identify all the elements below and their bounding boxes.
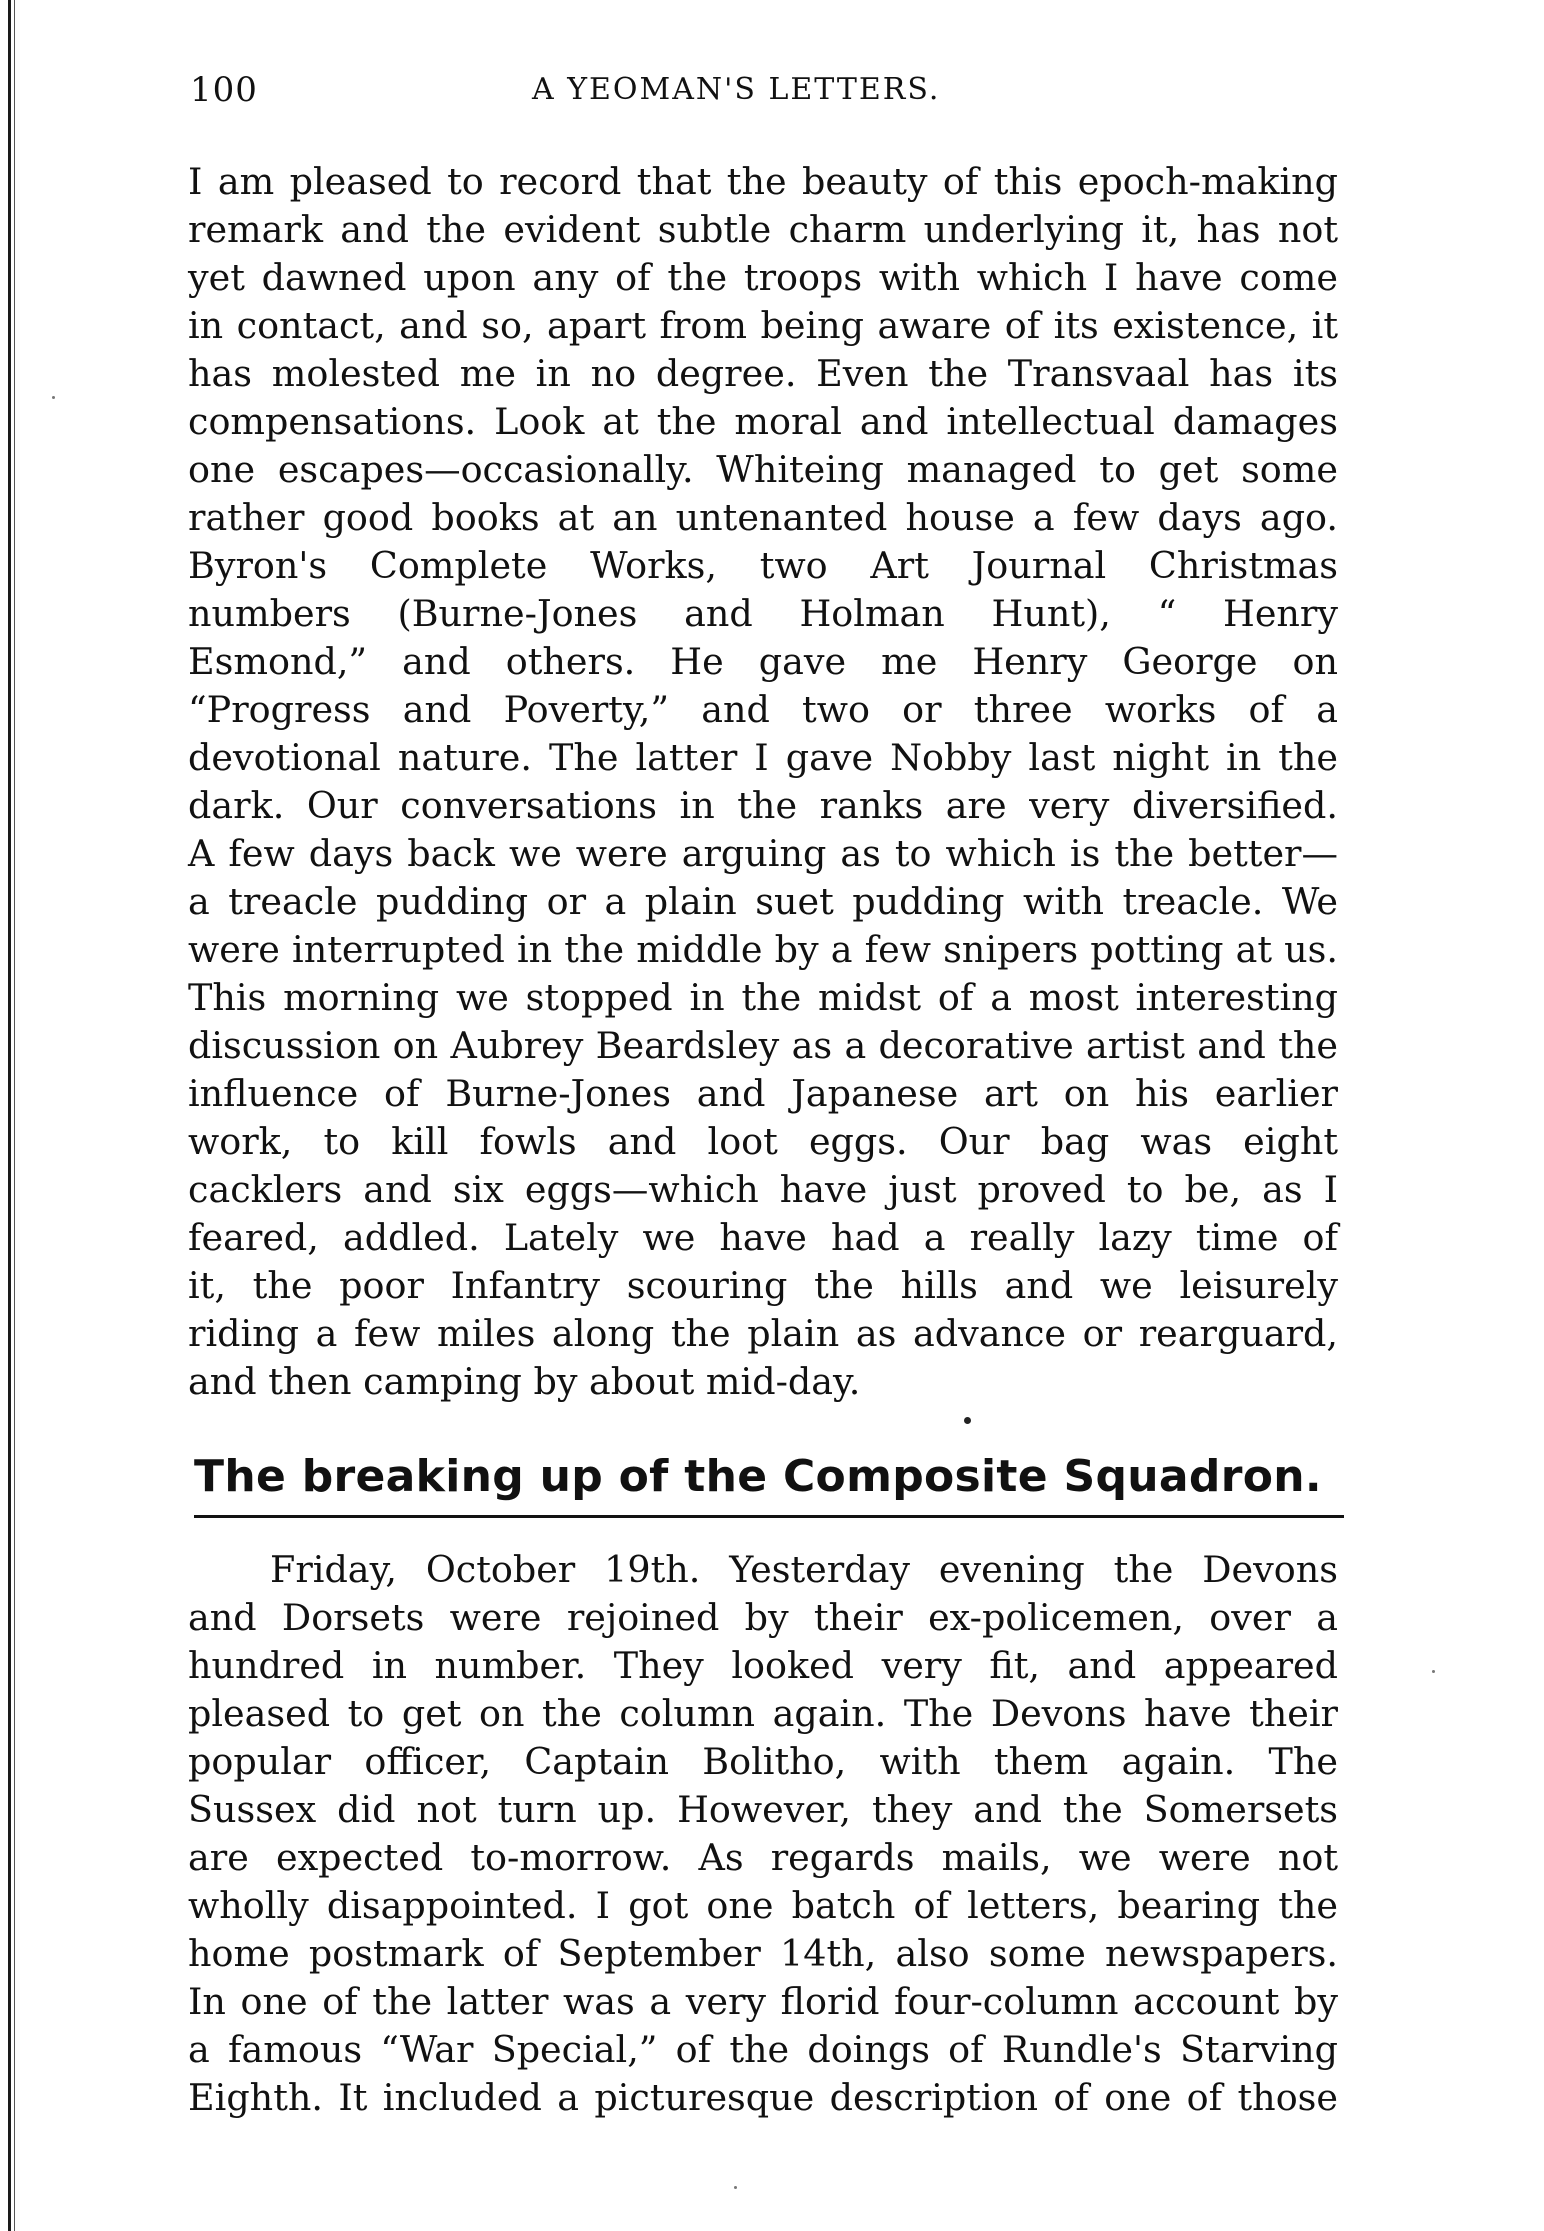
text-line: hundred in number. They looked very fit, and appeared bbox=[188, 1644, 1338, 1687]
text-line: a famous “War Special,” of the doings of Rundle's Starving bbox=[188, 2028, 1338, 2071]
text-line: home postmark of September 14th, also some newspapers. bbox=[188, 1932, 1338, 1975]
text-line: dark. Our conversations in the ranks are very diversified. bbox=[188, 784, 1338, 827]
text-line: cacklers and six eggs—which have just proved to be, as I bbox=[188, 1168, 1338, 1211]
text-line: “Progress and Poverty,” and two or three works of a bbox=[188, 688, 1338, 731]
text-line: influence of Burne-Jones and Japanese art on his earlier bbox=[188, 1072, 1338, 1115]
section-heading: The breaking up of the Composite Squadron. bbox=[194, 1451, 1322, 1502]
text-line: Friday, October 19th. Yesterday evening the Devons bbox=[270, 1548, 1338, 1591]
binding-edge-line bbox=[8, 0, 11, 2231]
section-ornament-dot bbox=[964, 1417, 971, 1424]
paragraph-two bbox=[188, 1546, 1338, 2122]
page-number: 100 bbox=[190, 70, 258, 110]
text-line: This morning we stopped in the midst of a most interesting bbox=[188, 976, 1338, 1019]
text-line: it, the poor Infantry scouring the hills and we leisurely bbox=[188, 1264, 1338, 1307]
heading-rule bbox=[194, 1515, 1344, 1518]
text-line: remark and the evident subtle charm underlying it, has not bbox=[188, 208, 1338, 251]
text-line: riding a few miles along the plain as advance or rearguard, bbox=[188, 1312, 1338, 1355]
print-speck bbox=[734, 2186, 737, 2189]
text-line: devotional nature. The latter I gave Nobby last night in the bbox=[188, 736, 1338, 779]
paragraph-one bbox=[188, 158, 1338, 1406]
text-line: and Dorsets were rejoined by their ex-policemen, over a bbox=[188, 1596, 1338, 1639]
text-line: Sussex did not turn up. However, they and the Somersets bbox=[188, 1788, 1338, 1831]
text-line: discussion on Aubrey Beardsley as a decorative artist and the bbox=[188, 1024, 1338, 1067]
text-line: work, to kill fowls and loot eggs. Our bag was eight bbox=[188, 1120, 1338, 1163]
text-line: I am pleased to record that the beauty of this epoch-making bbox=[188, 160, 1338, 203]
text-line: one escapes—occasionally. Whiteing managed to get some bbox=[188, 448, 1338, 491]
text-line: Byron's Complete Works, two Art Journal Christmas bbox=[188, 544, 1338, 587]
text-line: A few days back we were arguing as to which is the better— bbox=[188, 832, 1338, 875]
print-speck bbox=[1432, 1670, 1435, 1673]
text-line: were interrupted in the middle by a few snipers potting at us. bbox=[188, 928, 1338, 971]
text-line: feared, addled. Lately we have had a really lazy time of bbox=[188, 1216, 1338, 1259]
text-line: a treacle pudding or a plain suet pudding with treacle. We bbox=[188, 880, 1338, 923]
text-line: and then camping by about mid-day. bbox=[188, 1360, 861, 1403]
text-line: pleased to get on the column again. The Devons have their bbox=[188, 1692, 1338, 1735]
book-title: A YEOMAN'S LETTERS. bbox=[532, 72, 941, 107]
text-line: compensations. Look at the moral and intellectual damages bbox=[188, 400, 1338, 443]
text-line: popular officer, Captain Bolitho, with them again. The bbox=[188, 1740, 1338, 1783]
text-line: rather good books at an untenanted house a few days ago. bbox=[188, 496, 1338, 539]
text-line: are expected to-morrow. As regards mails, we were not bbox=[188, 1836, 1338, 1879]
binding-edge-thin-line bbox=[14, 0, 15, 2231]
running-head bbox=[190, 70, 1340, 120]
text-line: in contact, and so, apart from being aware of its existence, it bbox=[188, 304, 1338, 347]
text-line: wholly disappointed. I got one batch of letters, bearing the bbox=[188, 1884, 1338, 1927]
text-line: has molested me in no degree. Even the Transvaal has its bbox=[188, 352, 1338, 395]
text-line: yet dawned upon any of the troops with which I have come bbox=[188, 256, 1338, 299]
text-line: In one of the latter was a very florid four-column account by bbox=[188, 1980, 1338, 2023]
text-line: Esmond,” and others. He gave me Henry George on bbox=[188, 640, 1338, 683]
print-speck bbox=[52, 396, 55, 399]
text-line: Eighth. It included a picturesque description of one of those bbox=[188, 2076, 1338, 2119]
text-line: numbers (Burne-Jones and Holman Hunt), “ Henry bbox=[188, 592, 1338, 635]
